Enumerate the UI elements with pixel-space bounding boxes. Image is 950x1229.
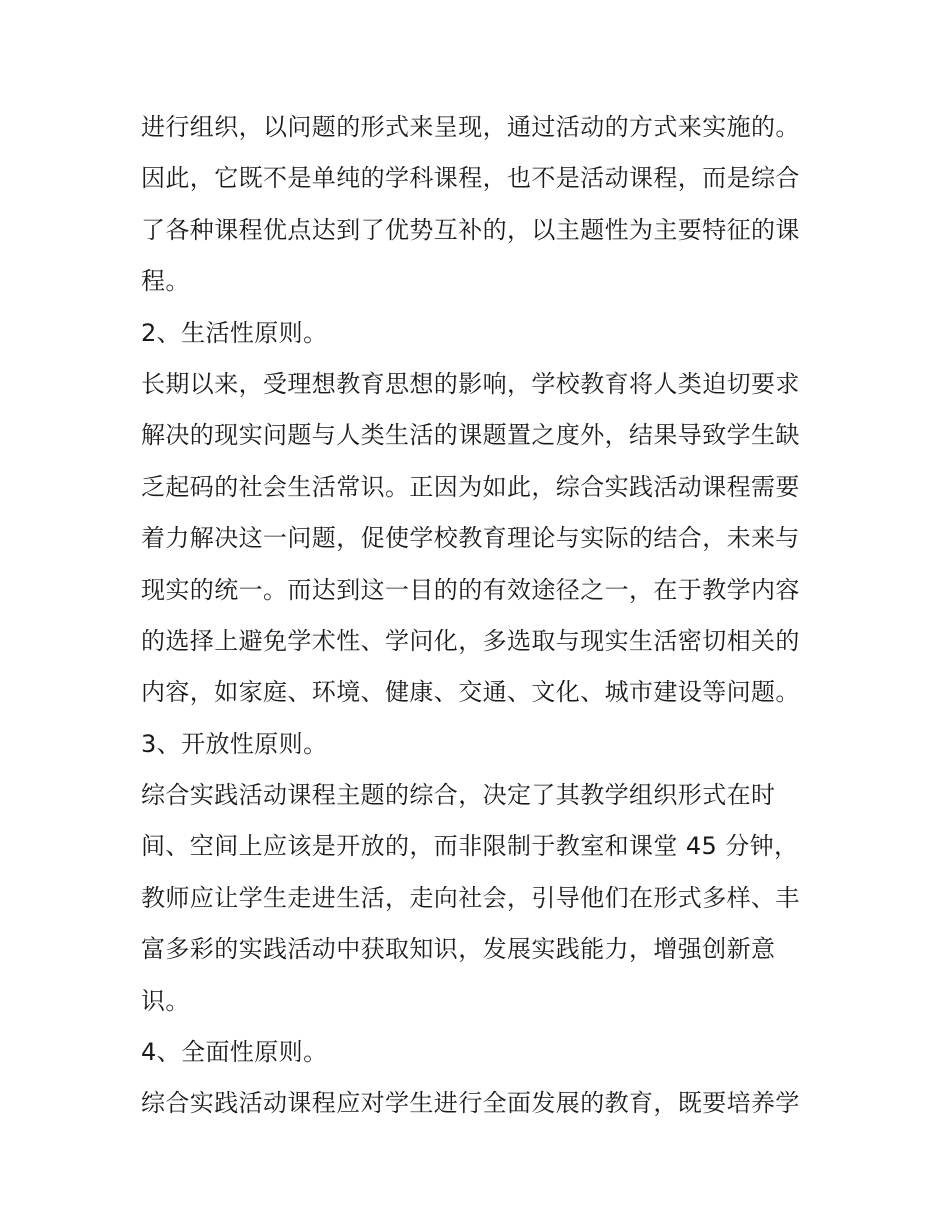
text-line: 综合实践活动课程主题的综合，决定了其教学组织形式在时 [141,781,776,810]
text-line: 着力解决这一问题，促使学校教育理论与实际的结合，未来与 [141,524,800,553]
section-heading-3: 3、开放性原则。 [141,729,328,758]
text-line: 教师应让学生走进生活，走向社会，引导他们在形式多样、丰 [141,883,800,912]
text-line: 富多彩的实践活动中获取知识，发展实践能力，增强创新意 [141,935,776,964]
text-line: 识。 [141,986,190,1015]
text-line: 乏起码的社会生活常识。正因为如此，综合实践活动课程需要 [141,472,800,501]
text-line: 间、空间上应该是开放的，而非限制于教室和课堂 45 分钟， [141,832,799,861]
section-heading-2: 2、生活性原则。 [141,318,328,347]
text-line: 现实的统一。而达到这一目的的有效途径之一，在于教学内容 [141,575,800,604]
text-line: 解决的现实问题与人类生活的课题置之度外，结果导致学生缺 [141,421,800,450]
text-line: 长期以来，受理想教育思想的影响，学校教育将人类迫切要求 [141,369,800,398]
body-text [141,102,821,1130]
text-line: 综合实践活动课程应对学生进行全面发展的教育，既要培养学 [141,1089,800,1118]
text-line: 程。 [141,267,190,296]
text-line: 了各种课程优点达到了优势互补的，以主题性为主要特征的课 [141,215,800,244]
section-heading-4: 4、全面性原则。 [141,1038,328,1067]
text-line: 的选择上避免学术性、学问化，多选取与现实生活密切相关的 [141,626,800,655]
text-line: 内容，如家庭、环境、健康、交通、文化、城市建设等问题。 [141,678,800,707]
text-line: 因此，它既不是单纯的学科课程，也不是活动课程，而是综合 [141,164,800,193]
text-line: 进行组织，以问题的形式来呈现，通过活动的方式来实施的。 [141,113,800,141]
